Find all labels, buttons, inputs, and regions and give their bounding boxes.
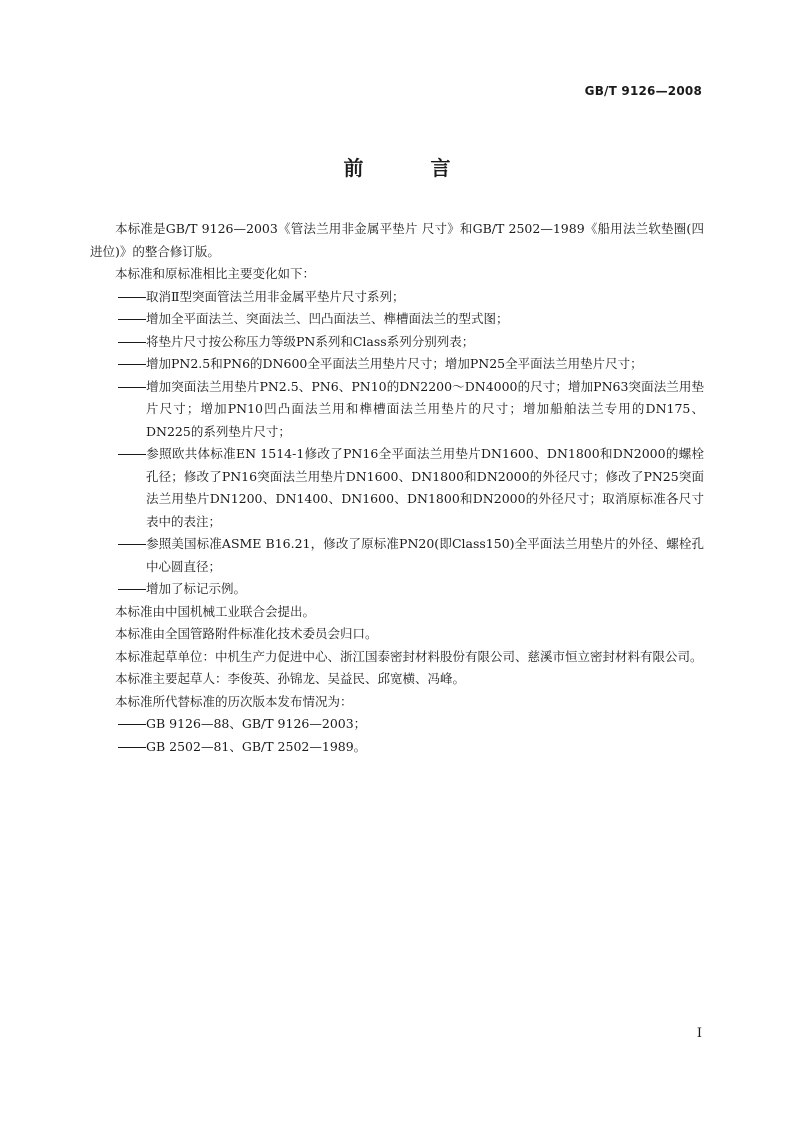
change-item <box>90 578 704 601</box>
change-item-text: 将垫片尺寸按公称压力等级PN系列和Class系列分别列表； <box>146 333 475 349</box>
change-item-text: 增加全平面法兰、突面法兰、凹凸面法兰、榫槽面法兰的型式图； <box>146 311 509 326</box>
history-item-text: GB 2502—81、GB/T 2502—1989。 <box>146 738 367 754</box>
page-title: 前 言 <box>343 156 481 180</box>
change-item-text: 增加了标记示例。 <box>146 581 247 596</box>
dash-mark <box>118 297 146 298</box>
drafters-paragraph: 本标准主要起草人：李俊英、孙锦龙、吴益民、邱宽横、冯峰。 <box>115 671 466 686</box>
dash-mark <box>118 387 146 388</box>
change-item <box>90 308 704 331</box>
change-item-text: 参照欧共体标准EN 1514-1修改了PN16全平面法兰用垫片DN1600、DN1800和DN2000的螺栓孔径；修改了PN16突面法兰用垫片DN1600、DN1800和DN2000的外径尺寸；修改了PN25突面法兰用垫片DN1200、DN1400、DN1600、DN1800和DN2000的外径尺寸；取消原标准各尺寸表中的表注； <box>146 446 704 529</box>
dash-mark <box>118 589 146 590</box>
history-item <box>90 713 704 736</box>
change-item-text: 取消Ⅱ型突面管法兰用非金属平垫片尺寸系列； <box>146 288 405 304</box>
change-item <box>90 353 704 376</box>
dash-mark <box>118 364 146 365</box>
dash-mark <box>118 747 146 748</box>
dash-mark <box>118 454 146 455</box>
dash-mark <box>118 724 146 725</box>
proposer-paragraph: 本标准由中国机械工业联合会提出。 <box>115 603 316 619</box>
change-item-text: 增加突面法兰用垫片PN2.5、PN6、PN10的DN2200～DN4000的尺寸；增加PN63突面法兰用垫片尺寸；增加PN10凹凸面法兰用和榫槽面法兰用垫片的尺寸；增加船舶法兰专用的DN175、DN225的系列垫片尺寸； <box>146 378 704 439</box>
dash-mark <box>118 544 146 545</box>
change-item <box>90 533 704 578</box>
change-item <box>90 443 704 533</box>
page-number: I <box>696 1026 702 1041</box>
change-item <box>90 286 704 309</box>
drafting-units-paragraph: 本标准起草单位：中机生产力促进中心、浙江国泰密封材料股份有限公司、慈溪市恒立密封材料有限公司。 <box>115 648 703 664</box>
change-item <box>90 331 704 354</box>
dash-mark <box>118 342 146 343</box>
preface-body <box>90 218 704 758</box>
intro-paragraph: 本标准是GB/T 9126—2003《管法兰用非金属平垫片 尺寸》和GB/T 2502—1989《船用法兰软垫圈(四进位)》的整合修订版。 <box>90 221 704 259</box>
history-item <box>90 736 704 759</box>
dash-mark <box>118 319 146 320</box>
standard-code: GB/T 9126—2008 <box>584 84 702 98</box>
change-item-text: 参照美国标准ASME B16.21，修改了原标准PN20(即Class150)全平面法兰用垫片的外径、螺栓孔中心圆直径； <box>146 536 704 574</box>
change-item-text: 增加PN2.5和PN6的DN600全平面法兰用垫片尺寸；增加PN25全平面法兰用垫片尺寸； <box>146 356 643 371</box>
history-lead-paragraph: 本标准所代替标准的历次版本发布情况为： <box>115 693 353 709</box>
history-item-text: GB 9126—88、GB/T 9126—2003； <box>146 716 367 731</box>
committee-paragraph: 本标准由全国管路附件标准化技术委员会归口。 <box>115 626 378 641</box>
change-item <box>90 376 704 444</box>
changes-lead-paragraph: 本标准和原标准相比主要变化如下： <box>115 266 316 281</box>
